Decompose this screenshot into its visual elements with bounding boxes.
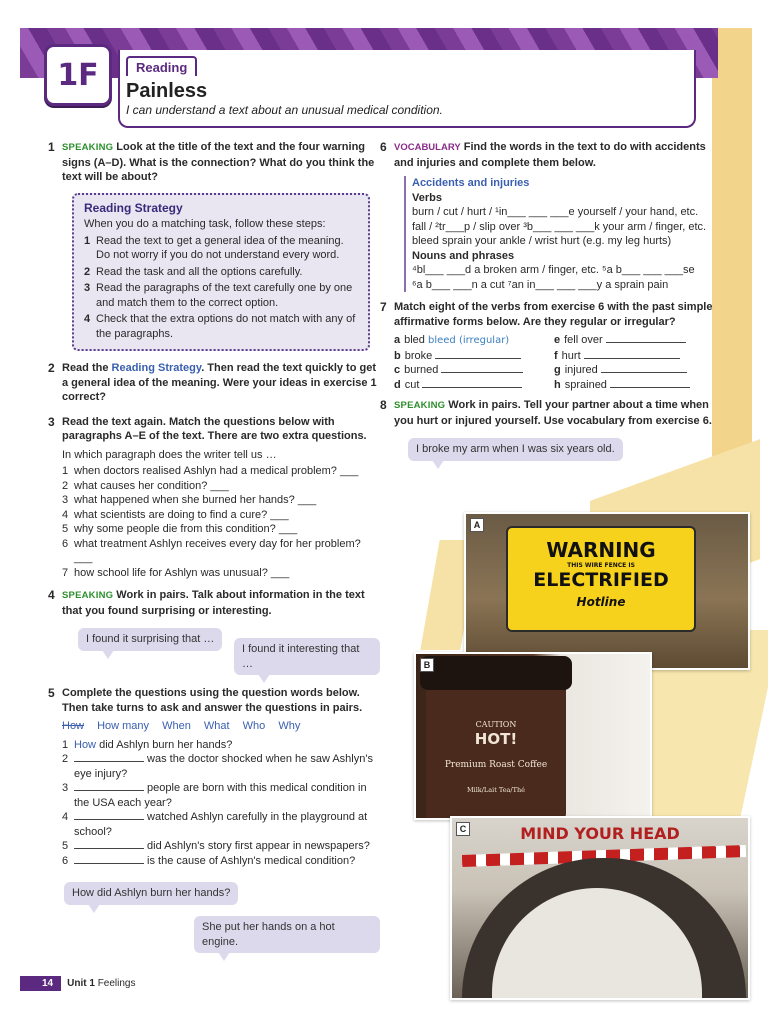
past-form: fell over bbox=[564, 334, 603, 346]
exercise-number: 3 bbox=[48, 414, 55, 429]
page-number: 14 bbox=[20, 976, 61, 991]
item-letter: d bbox=[394, 378, 401, 391]
decorative-band bbox=[712, 28, 752, 508]
cup-text: HOT! bbox=[474, 730, 518, 748]
answer-blank[interactable] bbox=[584, 358, 680, 359]
question-item bbox=[62, 566, 380, 581]
exercise-number: 6 bbox=[380, 140, 387, 154]
answer-blank[interactable] bbox=[435, 358, 521, 359]
photo-label: B bbox=[420, 658, 434, 672]
question-number: 6 bbox=[62, 854, 69, 867]
example-answer: How bbox=[74, 738, 97, 751]
question-item bbox=[62, 854, 380, 869]
strategy-step bbox=[84, 281, 360, 310]
question-item bbox=[62, 839, 380, 854]
question-word-list bbox=[62, 719, 380, 734]
exercise-instructions: Look at the title of the text and the four warning signs (A–D). What is the connection? What do you think the text will be about? bbox=[62, 141, 375, 183]
question-word: Who bbox=[242, 720, 266, 732]
answer-blank[interactable] bbox=[74, 863, 144, 864]
question-item bbox=[62, 810, 380, 839]
exercise-2 bbox=[48, 361, 380, 405]
exercise-instructions: Find the words in the text to do with accidents and injuries and complete them below. bbox=[394, 141, 706, 169]
verb-item bbox=[554, 363, 714, 378]
lesson-badge: 1F bbox=[44, 44, 112, 106]
item-letter: h bbox=[554, 378, 561, 391]
question-word: Why bbox=[278, 720, 301, 732]
example-answer: bleed (irregular) bbox=[427, 335, 510, 346]
question-item bbox=[62, 537, 380, 566]
answer-blank[interactable] bbox=[606, 342, 686, 343]
step-text: Read the task and all the options carefully. bbox=[96, 265, 303, 278]
exercise-3 bbox=[48, 414, 380, 581]
strategy-steps bbox=[84, 234, 360, 342]
question-text: when doctors realised Ashlyn had a medical problem? ___ bbox=[74, 465, 359, 477]
answer-blank[interactable] bbox=[74, 819, 144, 820]
lesson-tab: Reading bbox=[126, 56, 197, 76]
step-text: Check that the extra options do not match with any of the paragraphs. bbox=[96, 313, 356, 340]
step-number: 1 bbox=[84, 234, 91, 247]
left-column bbox=[48, 140, 380, 952]
item-letter: e bbox=[554, 334, 561, 346]
exercise-instructions bbox=[62, 362, 377, 403]
question-list bbox=[62, 738, 380, 869]
answer-blank[interactable] bbox=[422, 387, 522, 388]
cup-text: CAUTION bbox=[475, 720, 517, 729]
photo-warning-sign bbox=[464, 512, 750, 670]
strategy-intro: When you do a matching task, follow these steps: bbox=[84, 218, 326, 230]
exercise-number: 1 bbox=[48, 140, 55, 154]
question-number: 2 bbox=[62, 753, 69, 765]
speech-bubble: She put her hands on a hot engine. bbox=[194, 916, 380, 953]
unit-topic: Feelings bbox=[97, 978, 136, 989]
item-letter: f bbox=[554, 349, 558, 362]
vocabulary-line: burn / cut / hurt / ¹in___ ___ ___e yourself / your hand, etc. bbox=[412, 206, 699, 218]
question-text: was the doctor shocked when he saw Ashlyn's eye injury? bbox=[74, 753, 373, 780]
speech-bubble: I found it interesting that … bbox=[234, 638, 380, 675]
reading-strategy-box bbox=[72, 193, 370, 352]
sign-text: ELECTRIFIED bbox=[533, 569, 669, 591]
sign-logo-text: Hotline bbox=[576, 595, 626, 609]
question-number: 3 bbox=[62, 782, 69, 794]
speech-bubble: I found it surprising that … bbox=[78, 628, 222, 651]
strategy-step bbox=[84, 312, 360, 341]
strategy-step bbox=[84, 234, 360, 263]
past-form: bled bbox=[404, 334, 425, 346]
question-number: 1 bbox=[62, 738, 69, 751]
question-item bbox=[62, 493, 380, 508]
past-form: cut bbox=[404, 378, 420, 391]
question-word: When bbox=[162, 720, 191, 732]
question-text: what treatment Ashlyn receives every day for her problem? ___ bbox=[74, 537, 361, 564]
exercise-instructions: Work in pairs. Tell your partner about a time when you hurt or injured yourself. Use vocabulary from exercise 6. bbox=[394, 399, 712, 427]
vocabulary-line: ⁶a b___ ___n a cut ⁷an in___ ___ ___y a sprain pain bbox=[412, 278, 669, 291]
vocabulary-title: Accidents and injuries bbox=[412, 177, 530, 189]
vocabulary-heading: Nouns and phrases bbox=[412, 249, 515, 262]
skill-label: SPEAKING bbox=[62, 142, 114, 153]
exercise-number: 8 bbox=[380, 398, 387, 412]
page-subtitle: I can understand a text about an unusual medical condition. bbox=[126, 103, 443, 117]
question-item bbox=[62, 781, 380, 810]
answer-blank[interactable] bbox=[74, 790, 144, 791]
question-number: 7 bbox=[62, 566, 69, 579]
step-text: Read the paragraphs of the text carefully one by one and match them to the correct option. bbox=[96, 282, 353, 309]
page-footer bbox=[20, 976, 136, 991]
sign-text: THIS WIRE FENCE IS bbox=[567, 562, 635, 569]
step-number: 2 bbox=[84, 265, 91, 278]
vocabulary-line: bleed sprain your ankle / wrist hurt (e.g. my leg hurts) bbox=[412, 235, 672, 247]
answer-blank[interactable] bbox=[441, 372, 523, 373]
question-text: did Ashlyn burn her hands? bbox=[96, 738, 233, 751]
answer-blank[interactable] bbox=[74, 761, 144, 762]
strategy-step bbox=[84, 265, 360, 280]
step-number: 4 bbox=[84, 313, 91, 325]
cup-text: Milk/Lait Tea/Thé bbox=[466, 786, 525, 794]
verb-item bbox=[394, 349, 542, 364]
question-item bbox=[62, 508, 380, 523]
warning-sign bbox=[506, 526, 696, 632]
past-form: burned bbox=[404, 364, 439, 376]
speech-bubble: How did Ashlyn burn her hands? bbox=[64, 882, 238, 905]
verb-item bbox=[554, 333, 714, 349]
exercise-7 bbox=[380, 300, 714, 392]
skill-label: VOCABULARY bbox=[394, 142, 461, 153]
item-letter: c bbox=[394, 364, 401, 376]
strategy-reference: Reading Strategy bbox=[111, 362, 202, 374]
photo-tunnel-arch bbox=[450, 816, 750, 1000]
verb-item bbox=[394, 333, 542, 349]
speech-bubble: I broke my arm when I was six years old. bbox=[408, 438, 623, 461]
sign-text: WARNING bbox=[546, 538, 656, 562]
question-lead: In which paragraph does the writer tell us … bbox=[62, 448, 277, 461]
question-item bbox=[62, 479, 380, 494]
verb-item bbox=[394, 378, 542, 393]
question-text: what scientists are doing to find a cure? ___ bbox=[74, 508, 289, 521]
item-letter: b bbox=[394, 349, 401, 362]
question-number: 5 bbox=[62, 523, 69, 535]
question-number: 1 bbox=[62, 465, 69, 477]
item-letter: g bbox=[554, 364, 561, 376]
exercise-instructions: Match eight of the verbs from exercise 6 with the past simple affirmative forms below. Are they regular or irregular? bbox=[394, 301, 713, 328]
instruction-text: . Then read the text quickly to get a general idea of the meaning. Were your ideas in exercise 1 correct? bbox=[62, 362, 377, 403]
vocabulary-heading: Verbs bbox=[412, 191, 442, 204]
question-text: is the cause of Ashlyn's medical condition? bbox=[144, 854, 356, 867]
exercise-instructions: Complete the questions using the question words below. Then take turns to ask and answer the questions in pairs. bbox=[62, 687, 363, 714]
instruction-text: Read the bbox=[62, 362, 109, 374]
page-title: Painless bbox=[126, 80, 208, 102]
photo-label: C bbox=[456, 822, 470, 836]
answer-blank[interactable] bbox=[74, 848, 144, 849]
question-text: how school life for Ashlyn was unusual? ___ bbox=[74, 566, 290, 579]
exercise-instructions: Read the text again. Match the questions below with paragraphs A–E of the text. There are two extra questions. bbox=[62, 415, 367, 442]
vocabulary-box bbox=[404, 176, 714, 292]
question-item bbox=[62, 464, 380, 479]
past-form: hurt bbox=[561, 349, 581, 362]
photo-label: A bbox=[470, 518, 484, 532]
exercise-8 bbox=[380, 398, 714, 461]
question-number: 4 bbox=[62, 508, 69, 521]
past-form: injured bbox=[564, 364, 598, 376]
exercise-6 bbox=[380, 140, 714, 292]
question-number: 5 bbox=[62, 840, 69, 852]
exercise-4 bbox=[48, 588, 380, 670]
step-number: 3 bbox=[84, 282, 91, 294]
verb-item bbox=[554, 378, 714, 393]
exercise-number: 4 bbox=[48, 588, 55, 602]
question-word: How many bbox=[97, 720, 150, 732]
past-form: broke bbox=[404, 349, 433, 362]
verb-item bbox=[554, 349, 714, 364]
question-text: why some people die from this condition? ___ bbox=[74, 523, 298, 535]
strategy-title: Reading Strategy bbox=[84, 200, 183, 215]
exercise-instructions: Work in pairs. Talk about information in the text that you found surprising or interesting. bbox=[62, 589, 365, 617]
exercise-number: 7 bbox=[380, 300, 387, 314]
photo-coffee-cup bbox=[414, 652, 652, 820]
vocabulary-line: ⁴bl___ ___d a broken arm / finger, etc. ⁵a b___ ___ ___se bbox=[412, 264, 695, 276]
question-text: watched Ashlyn carefully in the playground at school? bbox=[74, 811, 368, 838]
question-text: what happened when she burned her hands? ___ bbox=[74, 494, 317, 506]
verb-match-grid bbox=[394, 333, 714, 392]
answer-blank[interactable] bbox=[601, 372, 687, 373]
item-letter: a bbox=[394, 334, 401, 346]
exercise-5 bbox=[48, 686, 380, 948]
past-form: sprained bbox=[564, 378, 607, 391]
sign-text: MIND YOUR HEAD bbox=[520, 824, 680, 843]
cup-lid bbox=[420, 656, 572, 690]
question-item bbox=[62, 752, 380, 781]
question-number: 4 bbox=[62, 811, 69, 823]
vocabulary-line: fall / ²tr___p / slip over ³b___ ___ ___k your arm / finger, etc. bbox=[412, 220, 707, 233]
skill-label: SPEAKING bbox=[62, 590, 114, 601]
question-text: what causes her condition? ___ bbox=[74, 479, 229, 492]
exercise-number: 5 bbox=[48, 686, 55, 700]
question-text: people are born with this medical condition in the USA each year? bbox=[74, 782, 367, 809]
question-number: 2 bbox=[62, 479, 69, 492]
skill-label: SPEAKING bbox=[394, 400, 446, 411]
cup-text: Premium Roast Coffee bbox=[444, 760, 548, 770]
answer-blank[interactable] bbox=[610, 387, 690, 388]
question-word: How bbox=[62, 720, 85, 732]
unit-label: Unit 1 bbox=[67, 978, 95, 989]
question-number: 3 bbox=[62, 494, 69, 506]
question-word: What bbox=[203, 720, 230, 732]
step-text: Read the text to get a general idea of the meaning. Do not worry if you do not understand every word. bbox=[96, 234, 344, 261]
exercise-number: 2 bbox=[48, 361, 55, 375]
coffee-cup bbox=[426, 660, 566, 820]
right-column bbox=[380, 140, 714, 467]
question-text: did Ashlyn's story first appear in newspapers? bbox=[144, 840, 370, 852]
verb-item bbox=[394, 363, 542, 378]
question-item bbox=[62, 522, 380, 537]
exercise-1 bbox=[48, 140, 380, 185]
question-item bbox=[62, 738, 380, 753]
question-list bbox=[62, 464, 380, 580]
question-number: 6 bbox=[62, 537, 69, 550]
